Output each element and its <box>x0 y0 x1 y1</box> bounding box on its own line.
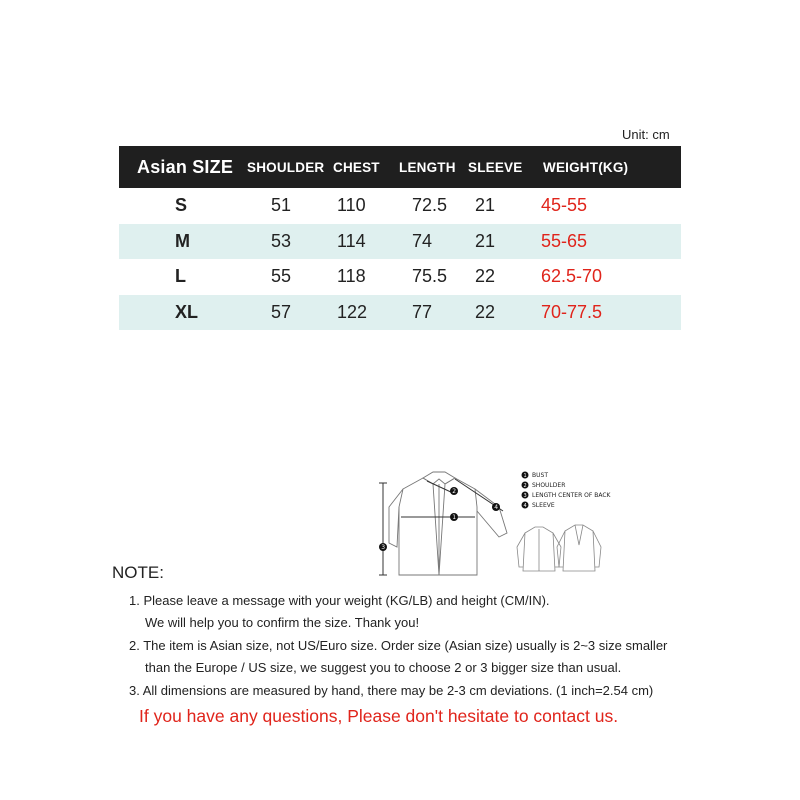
size-cell: S <box>175 195 188 216</box>
length-cell: 74 <box>412 230 433 251</box>
header-length: LENGTH <box>399 159 456 175</box>
chest-cell: 110 <box>337 195 366 216</box>
sleeve-cell: 21 <box>475 195 496 216</box>
note-line-2b: than the Europe / US size, we suggest you to choose 2 or 3 bigger size than usual. <box>145 660 622 675</box>
chest-cell: 122 <box>337 301 368 322</box>
shirt-sketch <box>389 472 507 575</box>
note-line-1: 1. Please leave a message with your weight (KG/LB) and height (CM/IN). <box>129 593 550 608</box>
note-title: NOTE: <box>112 563 164 582</box>
shoulder-cell: 51 <box>271 195 292 216</box>
header-shoulder: SHOULDER <box>247 159 325 175</box>
note-line-1b: We will help you to confirm the size. Thank you! <box>145 615 420 630</box>
measurement-diagram <box>375 467 615 577</box>
legend-1-number: 1 <box>523 473 527 479</box>
weight-cell: 70-77.5 <box>541 301 603 322</box>
marker-3-number: 3 <box>381 544 386 552</box>
marker-2-number: 2 <box>452 488 457 496</box>
legend-4-label: SLEEVE <box>532 502 555 509</box>
legend-1-label: BUST <box>532 472 548 479</box>
jacket-sketches <box>517 525 601 571</box>
unit-label: Unit: cm <box>622 127 670 142</box>
size-cell: L <box>175 266 186 287</box>
sleeve-cell: 22 <box>475 301 496 322</box>
header-asian-size: Asian SIZE <box>137 156 234 177</box>
header-sleeve: SLEEVE <box>468 159 523 175</box>
note-line-2: 2. The item is Asian size, not US/Euro size. Order size (Asian size) usually is 2~3 size smaller <box>129 638 668 653</box>
sleeve-cell: 22 <box>475 266 496 287</box>
size-cell: XL <box>175 301 199 322</box>
table-row <box>119 188 681 224</box>
length-cell: 72.5 <box>412 195 448 216</box>
note-line-3: 3. All dimensions are measured by hand, there may be 2-3 cm deviations. (1 inch=2.54 cm) <box>129 683 654 698</box>
weight-cell: 45-55 <box>541 195 588 216</box>
header-weight: WEIGHT(KG) <box>543 159 629 175</box>
marker-4-number: 4 <box>494 504 499 512</box>
legend-3-label: LENGTH CENTER OF BACK <box>532 492 611 499</box>
chest-cell: 118 <box>337 266 366 287</box>
header-chest: CHEST <box>333 159 380 175</box>
length-cell: 75.5 <box>412 266 448 287</box>
table-header-row <box>119 146 681 188</box>
size-cell: M <box>175 230 190 251</box>
chest-cell: 114 <box>337 230 366 251</box>
shoulder-cell: 53 <box>271 230 292 251</box>
contact-message: If you have any questions, Please don't hesitate to contact us. <box>139 706 619 726</box>
legend-4-number: 4 <box>523 503 527 509</box>
table-row <box>119 259 681 295</box>
table-row <box>119 224 681 260</box>
shoulder-cell: 57 <box>271 301 292 322</box>
length-cell: 77 <box>412 301 433 322</box>
table-row <box>119 295 681 331</box>
weight-cell: 55-65 <box>541 230 588 251</box>
diagram-legend <box>522 472 612 510</box>
marker-1-number: 1 <box>452 514 457 522</box>
legend-2-number: 2 <box>523 483 527 489</box>
legend-2-label: SHOULDER <box>532 482 566 489</box>
legend-3-number: 3 <box>523 493 527 499</box>
shoulder-cell: 55 <box>271 266 292 287</box>
weight-cell: 62.5-70 <box>541 266 603 287</box>
size-chart-table <box>119 146 681 330</box>
sleeve-cell: 21 <box>475 230 496 251</box>
